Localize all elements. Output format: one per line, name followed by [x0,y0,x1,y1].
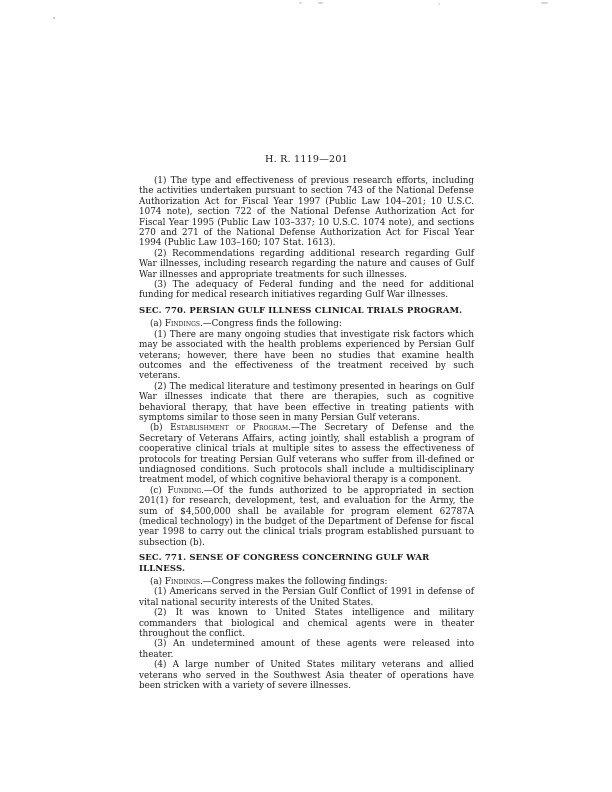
subsection: (a) Findings.—Congress makes the following findings: [150,577,388,588]
subsection: (b) Establishment of Program.—The Secretary of Defense and the Secretary of Veterans Affairs, acting jointly, shall establish a program of cooperative clinical trials at multiple sites to assess the effectiveness of protocols for treating Persian Gulf veterans who suffer from ill-defined or undiagnosed conditions. Such protocols shall include a multidisciplinary treatment model, of which cognitive behavioral therapy is a component. [139,423,474,486]
paragraph: (1) Americans served in the Persian Gulf Conflict of 1991 in defense of vital national security interests of the United States. [139,587,474,608]
section-heading: SEC. 770. PERSIAN GULF ILLNESS CLINICAL TRIALS PROGRAM. [139,305,463,316]
document-body [139,176,474,692]
scan-speck [299,2,302,4]
subsection: (c) Funding.—Of the funds authorized to be appropriated in section 201(1) for research, development, test, and evaluation for the Army, the sum of $4,500,000 shall be available for program element 62787A (medical technology) in the budget of the Department of Defense for fiscal year 1998 to carry out the clinical trials program established pursuant to subsection (b). [139,485,474,548]
section-heading: SEC. 771. SENSE OF CONGRESS CONCERNING GULF WAR ILLNESS. [139,553,430,574]
scan-speck [318,2,323,4]
paragraph: (3) An undetermined amount of these agents were released into theater. [139,639,474,660]
paragraph: (4) A large number of United States military veterans and allied veterans who served in the Southwest Asia theater of operations have been stricken with a variety of severe illnesses. [139,660,474,692]
bill-page-header: H. R. 1119—201 [265,154,348,165]
paragraph: (1) The type and effectiveness of previous research efforts, including the activities undertaken pursuant to section 743 of the National Defense Authorization Act for Fiscal Year 1997 (Public Law 104–201; 10 U.S.C. 1074 note), section 722 of the National Defense Authorization Act for Fiscal Year 1995 (Public Law 103–337; 10 U.S.C. 1074 note), and sections 270 and 271 of the National Defense Authorization Act for Fiscal Year 1994 (Public Law 103–160; 107 Stat. 1613). [139,176,474,249]
scan-speck [541,2,548,4]
scan-speck [53,17,55,19]
paragraph: (1) There are many ongoing studies that investigate risk factors which may be associated with the health problems experienced by Persian Gulf veterans; however, there have been no studies that examine health outcomes and the effectiveness of the treatment received by such veterans. [139,329,474,382]
paragraph: (2) Recommendations regarding additional research regarding Gulf War illnesses, including research regarding the nature and causes of Gulf War illnesses and appropriate treatments for such illnesses. [139,248,474,280]
text-column [139,154,474,692]
paragraph: (2) It was known to United States intelligence and military commanders that biological and chemical agents were in theater throughout the conflict. [139,608,474,640]
subsection: (a) Findings.—Congress finds the following: [150,319,342,330]
scan-speck [438,3,440,5]
paragraph: (2) The medical literature and testimony presented in hearings on Gulf War illnesses indicate that there are therapies, such as cognitive behavioral therapy, that have been effective in treating patients with symptoms similar to those seen in many Persian Gulf veterans. [139,381,474,423]
paragraph: (3) The adequacy of Federal funding and the need for additional funding for medical research initiatives regarding Gulf War illnesses. [139,280,474,301]
